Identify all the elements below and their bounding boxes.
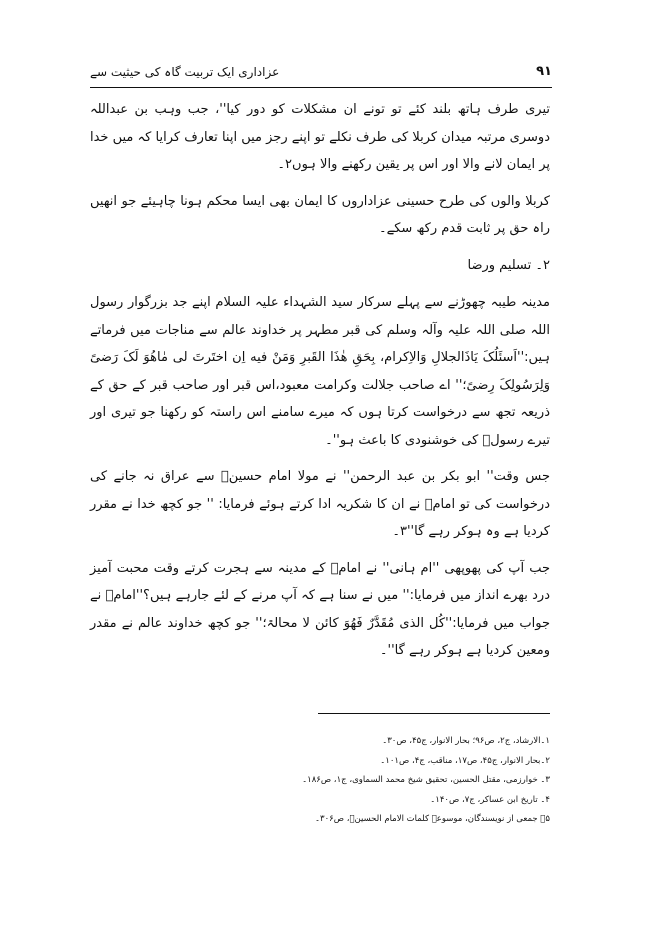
footnote: ۴۔ تاریخ ابن عساکر، ج۷، ص۱۴۰۔ — [430, 794, 550, 805]
header-divider — [90, 87, 552, 88]
footnote-divider — [318, 713, 550, 714]
footnotes — [200, 732, 550, 830]
running-header — [90, 64, 552, 84]
paragraph: تیری طرف ہاتھ بلند کئے تو تونے ان مشکلات کو دور کیا''، جب وہب بن عبداللہ دوسری مرتبہ میدان کربلا کی طرف نکلے تو اپنے رجز میں اپنا تعارف کرایا کہ میں خدا پر ایمان لانے والا اور اس پر یقین رکھنے والا ہوں۲۔ — [90, 102, 550, 172]
running-title: عزاداری ایک تربیت گاہ کی حیثیت سے — [90, 65, 280, 79]
paragraph: جب آپ کی پھوپھی ''ام ہانی'' نے امامؑ کے مدینہ سے ہجرت کرتے وقت محبت آمیز درد بھرے انداز میں فرمایا:'' میں نے سنا ہے کہ آپ مرنے کے لئے جارہے ہیں؟''امامؑ نے جواب میں فرمایا:''کُل الذی مُقَدَّرٌ فَھُوَ کائن لا محالۃ؛'' جو کچھ خداوند عالم نے مقدر ومعین کردیا ہے ہوکر رہے گا''۔ — [90, 560, 550, 658]
paragraph: مدینہ طیبہ چھوڑنے سے پہلے سرکار سید الشہداء علیہ السلام اپنے جد بزرگوار رسول اللہ صلی اللہ علیہ وآلہ وسلم کی قبر مطہر پر خداوند عالم سے مناجات میں فرماتے ہیں:''اَسئَلُکَ یَاذَالجلالِ وَالاِکرام، بِحَقِ ھٰذَا القَبرِ وَمَنْ فیه اِن اختَرتَ لی مٰاھُوَ لَکَ رَضیً وَلِرَسُولِکَ رِضیً؛'' اے صاحب جلالت وکرامت معبود،اس قبر اور صاحب قبر کے حق کے ذریعہ تجھ سے درخواست کرتا ہوں کہ میرے سامنے اس راستہ کو رکھنا جو تیری اور تیرے رسولؐ کی خوشنودی کا باعث ہو''۔ — [90, 295, 550, 448]
section-heading: ۲۔ تسلیم ورضا — [467, 257, 550, 273]
paragraph: جس وقت'' ابو بکر بن عبد الرحمن'' نے مولا امام حسینؑ سے عراق نہ جانے کی درخواست کی تو امامؑ نے ان کا شکریہ ادا کرتے ہوئے فرمایا: '' جو کچھ خدا نے مقرر کردیا ہے وہ ہوکر رہے گا''۳۔ — [90, 469, 550, 539]
footnote: ۲۔بحار الانوار، ج۴۵، ص۱۷، مناقب، ج۴، ص۱۰۱۔ — [380, 755, 550, 766]
page-number: ۹۱ — [536, 64, 552, 79]
footnote: ۳۔ خوارزمی، مقتل الحسین، تحقیق شیخ محمد السماوی، ج۱، ص۱۸۶۔ — [302, 775, 550, 785]
footnote: ۵۔ جمعی از نویسندگان، موسوعۃ کلمات الامام الحسینؑ، ص۳۰۶۔ — [315, 814, 550, 824]
body-text — [90, 96, 550, 674]
footnote: ۱۔الارشاد، ج۲، ص۹۶؛ بحار الانوار، ج۴۵، ص۳۰۔ — [382, 736, 550, 746]
paragraph: کربلا والوں کی طرح حسینی عزاداروں کا ایمان بھی ایسا محکم ہونا چاہیئے جو انھیں راہ حق پر ثابت قدم رکھ سکے۔ — [90, 193, 550, 236]
